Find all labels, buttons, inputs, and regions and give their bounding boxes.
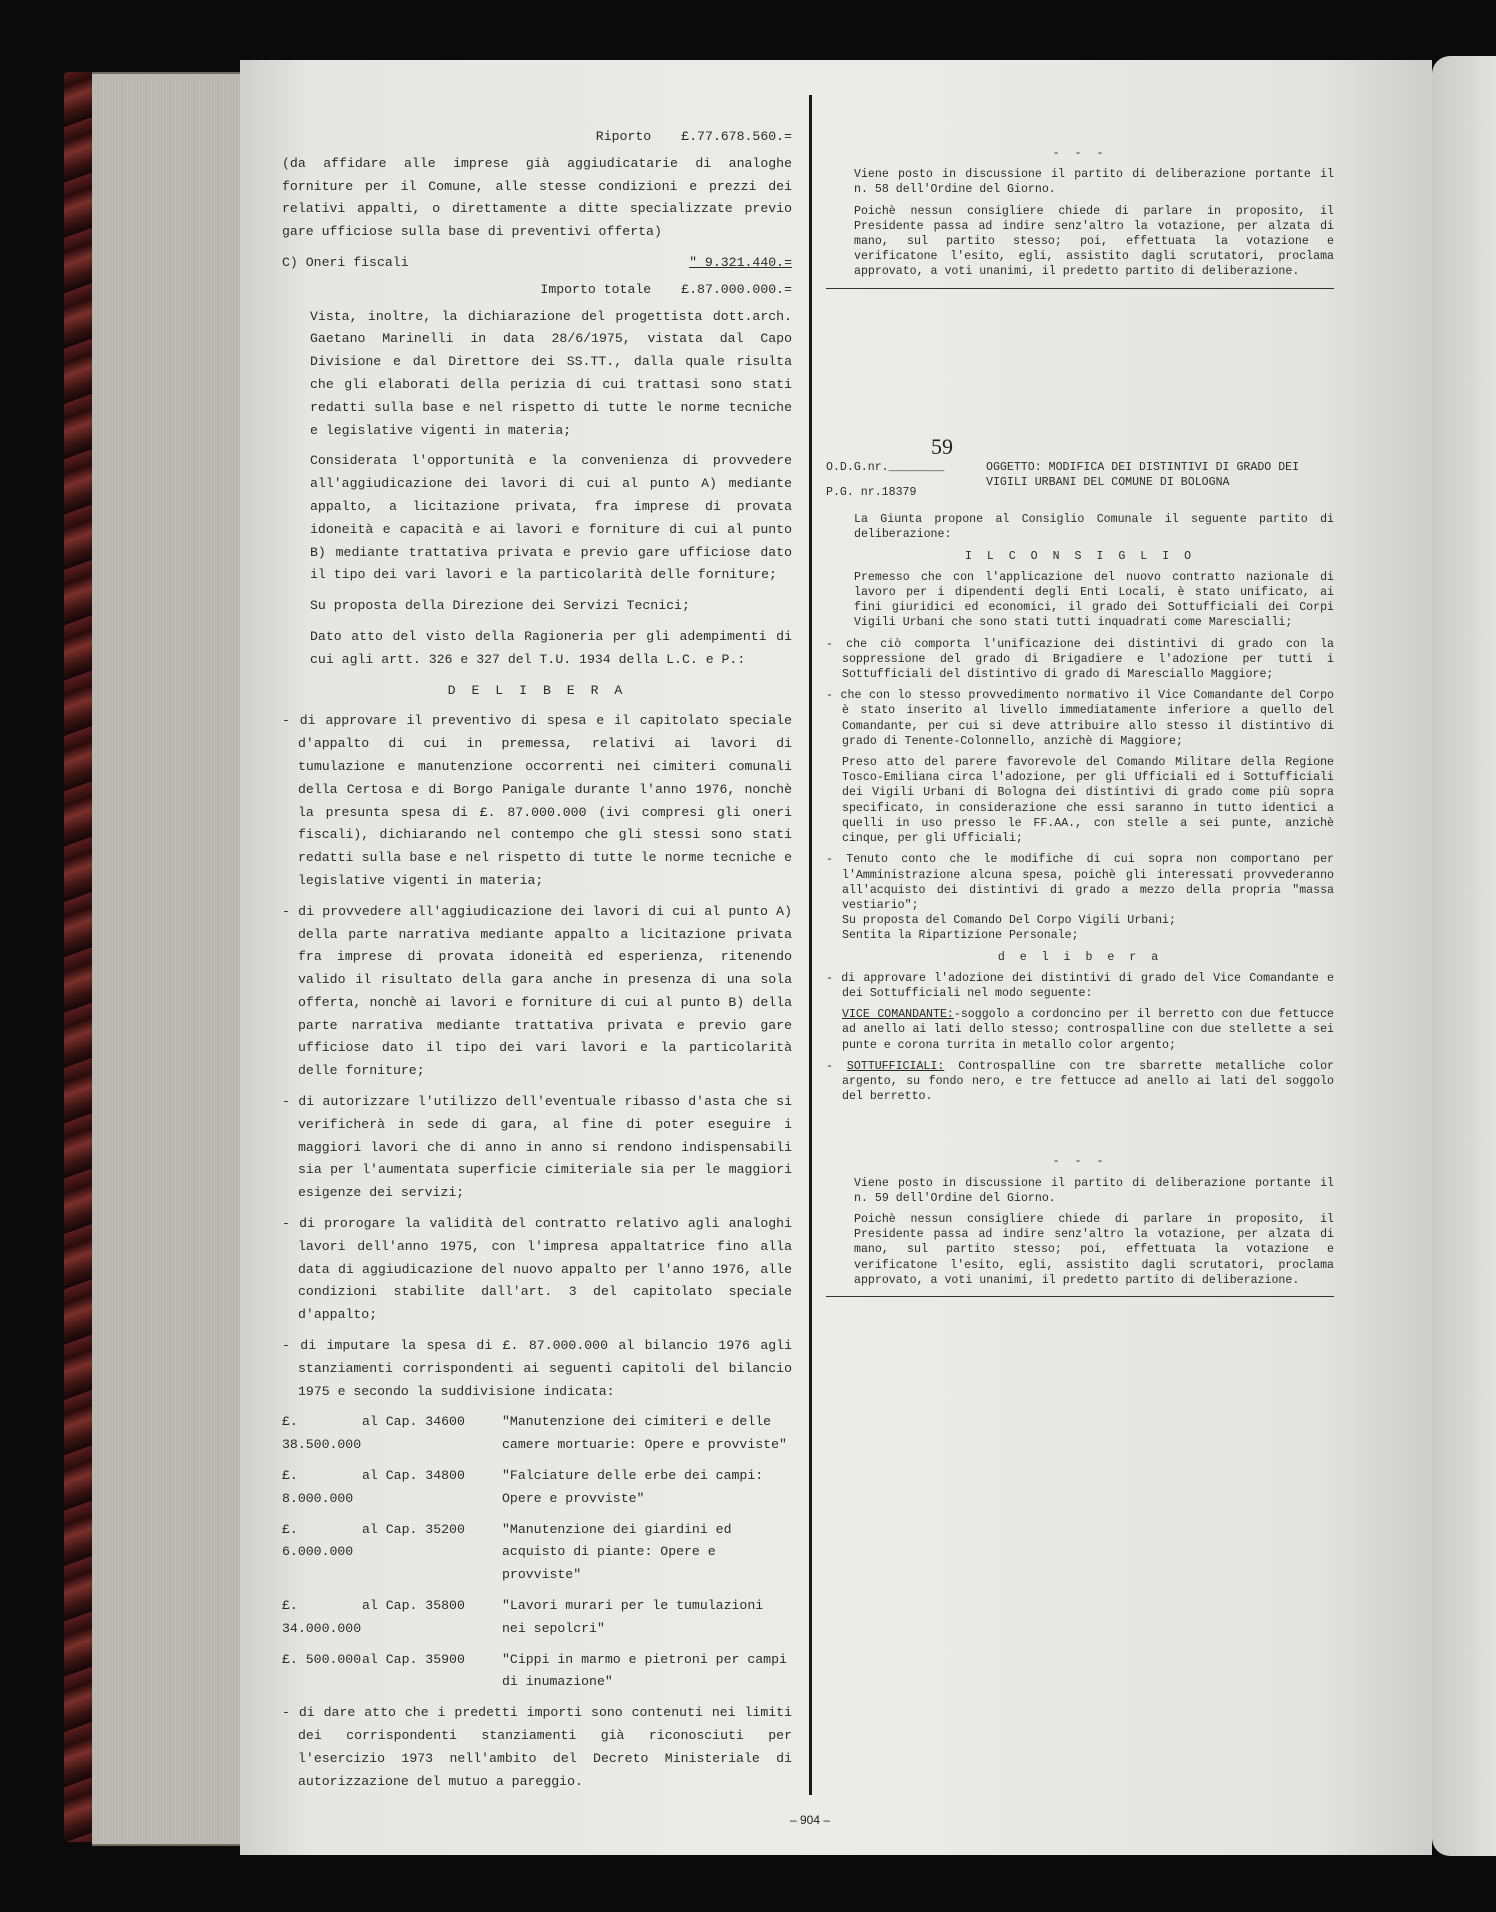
paragraph-poiche-59: Poichè nessun consigliere chiede di parlare in proposito, il Presidente passa ad indire senz'altro la votazione, per alzata di mano, sul partito stesso; poi, effettuata la votazione e verificatone l'esito, egli, assistito dagli scrutatori, proclama approvato, a voti unanimi, il predetto partito di deliberazione. xyxy=(854,1212,1334,1287)
delibera-item: - di approvare il preventivo di spesa e il capitolato speciale d'appalto di cui in premessa, relativi ai lavori di tumulazione e manutenzione occorrenti nei cimiteri comunali della Certosa e di Borgo Panigale durante l'anno 1976, nonchè la presunta spesa di £. 87.000.000 (ivi compresi gli oneri fiscali), dichiarando nel contempo che gli stessi sono stati redatti sulla base e nel rispetto di tutte le norme tecniche e legislative vigenti in materia; xyxy=(282,713,792,888)
oneri-label: C) Oneri fiscali xyxy=(282,254,409,270)
paragraph-viene-posto-59: Viene posto in discussione il partito di deliberazione portante il n. 59 dell'Ordine del Giorno. xyxy=(854,1176,1334,1205)
paragraph-vista: Vista, inoltre, la dichiarazione del progettista dott.arch. Gaetano Marinelli in data 28/6/1975, vistata dal Capo Divisione e dal Direttore dei SS.TT., dalla quale risulta che gli elaborati della perizia di cui trattasi sono stati redatti sulla base e nel rispetto di tutte le norme tecniche e legislative vigenti in materia; xyxy=(310,308,792,438)
paragraph-sentita: Sentita la Ripartizione Personale; xyxy=(842,929,1079,943)
paragraph-che-cio: - che ciò comporta l'unificazione dei distintivi di grado con la soppressione del grado di Brigadiere e l'adozione per tutti i Sottufficiali del distintivo di grado di Maresciallo Maggiore; xyxy=(826,637,1334,682)
paragraph-considerata: Considerata l'opportunità e la convenienza di provvedere all'aggiudicazione dei lavori di cui al punto A) mediante appalto, a licitazione privata, fra imprese di provata idoneità e capacità e ai lavori e forniture di cui al punto B) mediante trattativa privata e previo gare ufficiose dato il tipo dei vari lavori e la particolarità delle forniture; xyxy=(310,453,792,583)
separator: - - - xyxy=(1052,147,1108,160)
odg-number: O.D.G.nr.________ xyxy=(826,460,945,474)
sottufficiali-text: Controspalline con tre sbarrette metalliche color argento, su fondo nero, e tre fettucce ad anello ai lati del soggolo del berretto. xyxy=(842,1059,1334,1104)
allocation-row xyxy=(282,1595,792,1641)
odg-block xyxy=(826,460,1334,500)
vice-comandante-text: -soggolo a cordoncino per il berretto con due fettucce ad anello ai lati dello stesso; controspalline con due stellette a sei punte e corona turrita in metallo color argento; xyxy=(842,1008,1334,1052)
paragraph-su-proposta-comando: Su proposta del Comando Del Corpo Vigili Urbani; xyxy=(842,914,1176,928)
oggetto: OGGETTO: MODIFICA DEI DISTINTIVI DI GRADO DEI VIGILI URBANI DEL COMUNE DI BOLOGNA xyxy=(986,460,1300,490)
riporto-row xyxy=(282,126,792,149)
allocation-description: "Manutenzione dei cimiteri e delle camere mortuarie: Opere e provviste" xyxy=(502,1414,787,1453)
allocation-chapter: al Cap. 34600 xyxy=(362,1414,465,1430)
right-column xyxy=(826,146,1334,1307)
paragraph-affidare: (da affidare alle imprese già aggiudicatarie di analoghe forniture per il Comune, alle stesse condizioni e prezzi dei relativi appalti, o direttamente a ditte specializzate previo gare ufficiose sulla base di preventivi offerta) xyxy=(282,155,792,240)
delibera-item: - di provvedere all'aggiudicazione dei lavori di cui al punto A) della parte narrativa mediante appalto a licitazione privata fra imprese di provata idoneità ed esperienza, ritenendo valido il risultato della gara anche in presenza di una sola offerta, nonchè ai lavori e forniture di cui al punto B) della parte narrativa mediante trattativa privata e previo gare ufficiose dato il tipo dei vari lavori e la particolarità delle forniture; xyxy=(282,903,792,1079)
allocation-description: "Falciature delle erbe dei campi: Opere e provviste" xyxy=(502,1468,764,1506)
delibera-item: - di prorogare la validità del contratto relativo agli analoghi lavori dell'anno 1975, con l'impresa appaltatrice fino alla data di aggiudicazione del nuovo appalto per l'anno 1976, alle condizioni stabilite dall'art. 3 del capitolato speciale d'appalto; xyxy=(282,1216,792,1323)
allocation-row xyxy=(282,1411,792,1457)
paragraph-sottufficiali: - SOTTUFFICIALI: Controspalline con tre sbarrette metalliche color argento, su fondo nero, e tre fettucce ad anello ai lati del soggolo del berretto. xyxy=(826,1059,1334,1104)
paragraph-approvare: - di approvare l'adozione dei distintivi di grado del Vice Comandante e dei Sottufficiali nel modo seguente: xyxy=(826,971,1334,1000)
allocation-row xyxy=(282,1649,792,1695)
delibera-item: - di autorizzare l'utilizzo dell'eventuale ribasso d'asta che si verificherà in sede di gara, al fine di poter eseguire i maggiori lavori che di anno in anno si rendono indispensabili sia per l'aumentata superficie cimiteriale sia per le maggiori esigenze dei servizi; xyxy=(282,1094,792,1201)
heading-delibera: D E L I B E R A xyxy=(447,682,627,698)
allocation-amount: £. 8.000.000 xyxy=(282,1468,354,1506)
paragraph-viene-posto-58: Viene posto in discussione il partito di deliberazione portante il n. 58 dell'Ordine del Giorno. xyxy=(854,168,1334,197)
allocation-description: "Manutenzione dei giardini ed acquisto di piante: Opere e provviste" xyxy=(502,1521,732,1583)
totale-label: Importo totale xyxy=(540,281,652,297)
paragraph-su-proposta: Su proposta della Direzione dei Servizi Tecnici; xyxy=(310,598,690,614)
paragraph-vice-comandante xyxy=(826,1007,1334,1053)
allocation-row xyxy=(282,1465,792,1511)
sottufficiali-label: SOTTUFFICIALI: xyxy=(846,1059,945,1073)
allocation-amount: £. 38.500.000 xyxy=(282,1414,362,1453)
allocation-description: "Cippi in marmo e pietroni per campi di inumazione" xyxy=(502,1651,787,1690)
spacer xyxy=(826,299,1334,439)
paragraph-preso-atto: Preso atto del parere favorevole del Comando Militare della Regione Tosco-Emiliana circa l'adozione, per gli Ufficiali ed i Sottufficiali dei Vigili Urbani di Bologna dei distintivi di grado come più sopra specificato, in considerazione che essi saranno in tutto identici a quelli in uso presso le FF.AA., con stelle a sei punte, anzichè cinque, per gli Ufficiali; xyxy=(842,756,1334,846)
allocation-amount: £. 34.000.000 xyxy=(282,1598,362,1636)
page-stack-edge xyxy=(92,72,242,1846)
allocation-amount: £. 6.000.000 xyxy=(282,1521,354,1560)
delibera-final-item: - di dare atto che i predetti importi sono contenuti nei limiti dei corrispondenti stanziamenti già riconosciuti per l'esercizio 1973 nell'ambito del Decreto Ministeriale di autorizzazione del mutuo a pareggio. xyxy=(282,1705,792,1789)
oneri-row xyxy=(282,252,792,275)
riporto-label: Riporto xyxy=(595,129,652,144)
oneri-value: " 9.321.440.= xyxy=(689,254,792,270)
delibera-item: - di imputare la spesa di £. 87.000.000 al bilancio 1976 agli stanziamenti corrispondenti ai seguenti capitoli del bilancio 1975 e secondo la suddivisione indicata: xyxy=(282,1338,792,1399)
allocation-chapter: al Cap. 34800 xyxy=(362,1468,465,1484)
pg-number: P.G. nr.18379 xyxy=(826,486,917,500)
totale-row xyxy=(282,279,792,302)
separator: - - - xyxy=(1052,1155,1108,1169)
section-rule xyxy=(826,1296,1334,1297)
allocation-chapter: al Cap. 35900 xyxy=(362,1651,465,1667)
section-rule xyxy=(826,288,1334,289)
odg-labels xyxy=(826,460,986,500)
paragraph-tenuto-conto: - Tenuto conto che le modifiche di cui sopra non comportano per l'Amministrazione alcuna spesa, poichè gli interessati provvederanno all'acquisto dei distintivi di grado a mezzo della propria "massa vestiario"; xyxy=(826,853,1334,912)
page-number: – 904 – xyxy=(790,1813,831,1827)
allocation-description: "Lavori murari per le tumulazioni nei sepolcri" xyxy=(502,1598,764,1636)
totale-value: £.87.000.000.= xyxy=(681,281,792,297)
paragraph-che-con: - che con lo stesso provvedimento normativo il Vice Comandante del Corpo è stato inserito al livello immediatamente inferiore a quello del Comandante, per cui si deve attribuire allo stesso il distintivo di grado di Tenente-Colonnello, anzichè di Maggiore; xyxy=(826,689,1334,748)
allocation-chapter: al Cap. 35200 xyxy=(362,1521,465,1537)
item-number: 59 xyxy=(931,433,953,459)
allocation-chapter: al Cap. 35800 xyxy=(362,1598,465,1614)
spacer xyxy=(826,1110,1334,1154)
paragraph-dato-atto: Dato atto del visto della Ragioneria per gli adempimenti di cui agli artt. 326 e 327 del T.U. 1934 della L.C. e P.: xyxy=(310,628,792,667)
facing-page-edge xyxy=(1432,56,1496,1856)
left-column xyxy=(282,126,792,1801)
column-divider xyxy=(809,95,812,1795)
paragraph-premesso: Premesso che con l'applicazione del nuovo contratto nazionale di lavoro per i dipendenti degli Enti Locali, è stato unificato, ai fini giuridici ed economici, il grado dei Sottufficiali dei Corpi Vigili Urbani che sono stati tutti inquadrati come Marescialli; xyxy=(854,570,1334,630)
heading-delibera-right: d e l i b e r a xyxy=(997,950,1163,964)
vice-comandante-label: VICE COMANDANTE: xyxy=(842,1008,954,1022)
allocation-amount: £. 500.000 xyxy=(282,1651,362,1667)
paragraph-giunta: La Giunta propone al Consiglio Comunale il seguente partito di deliberazione: xyxy=(854,513,1334,542)
riporto-value: £.77.678.560.= xyxy=(681,129,792,144)
paragraph-poiche-58: Poichè nessun consigliere chiede di parlare in proposito, il Presidente passa ad indire senz'altro la votazione, per alzata di mano, sul partito stesso; poi, effettuata la votazione e verificatone l'esito, egli, assistito dagli scrutatori, proclama approvato, a voti unanimi, il predetto partito di deliberazione. xyxy=(854,204,1334,279)
heading-il-consiglio: I L C O N S I G L I O xyxy=(964,549,1196,563)
allocation-row xyxy=(282,1519,792,1587)
